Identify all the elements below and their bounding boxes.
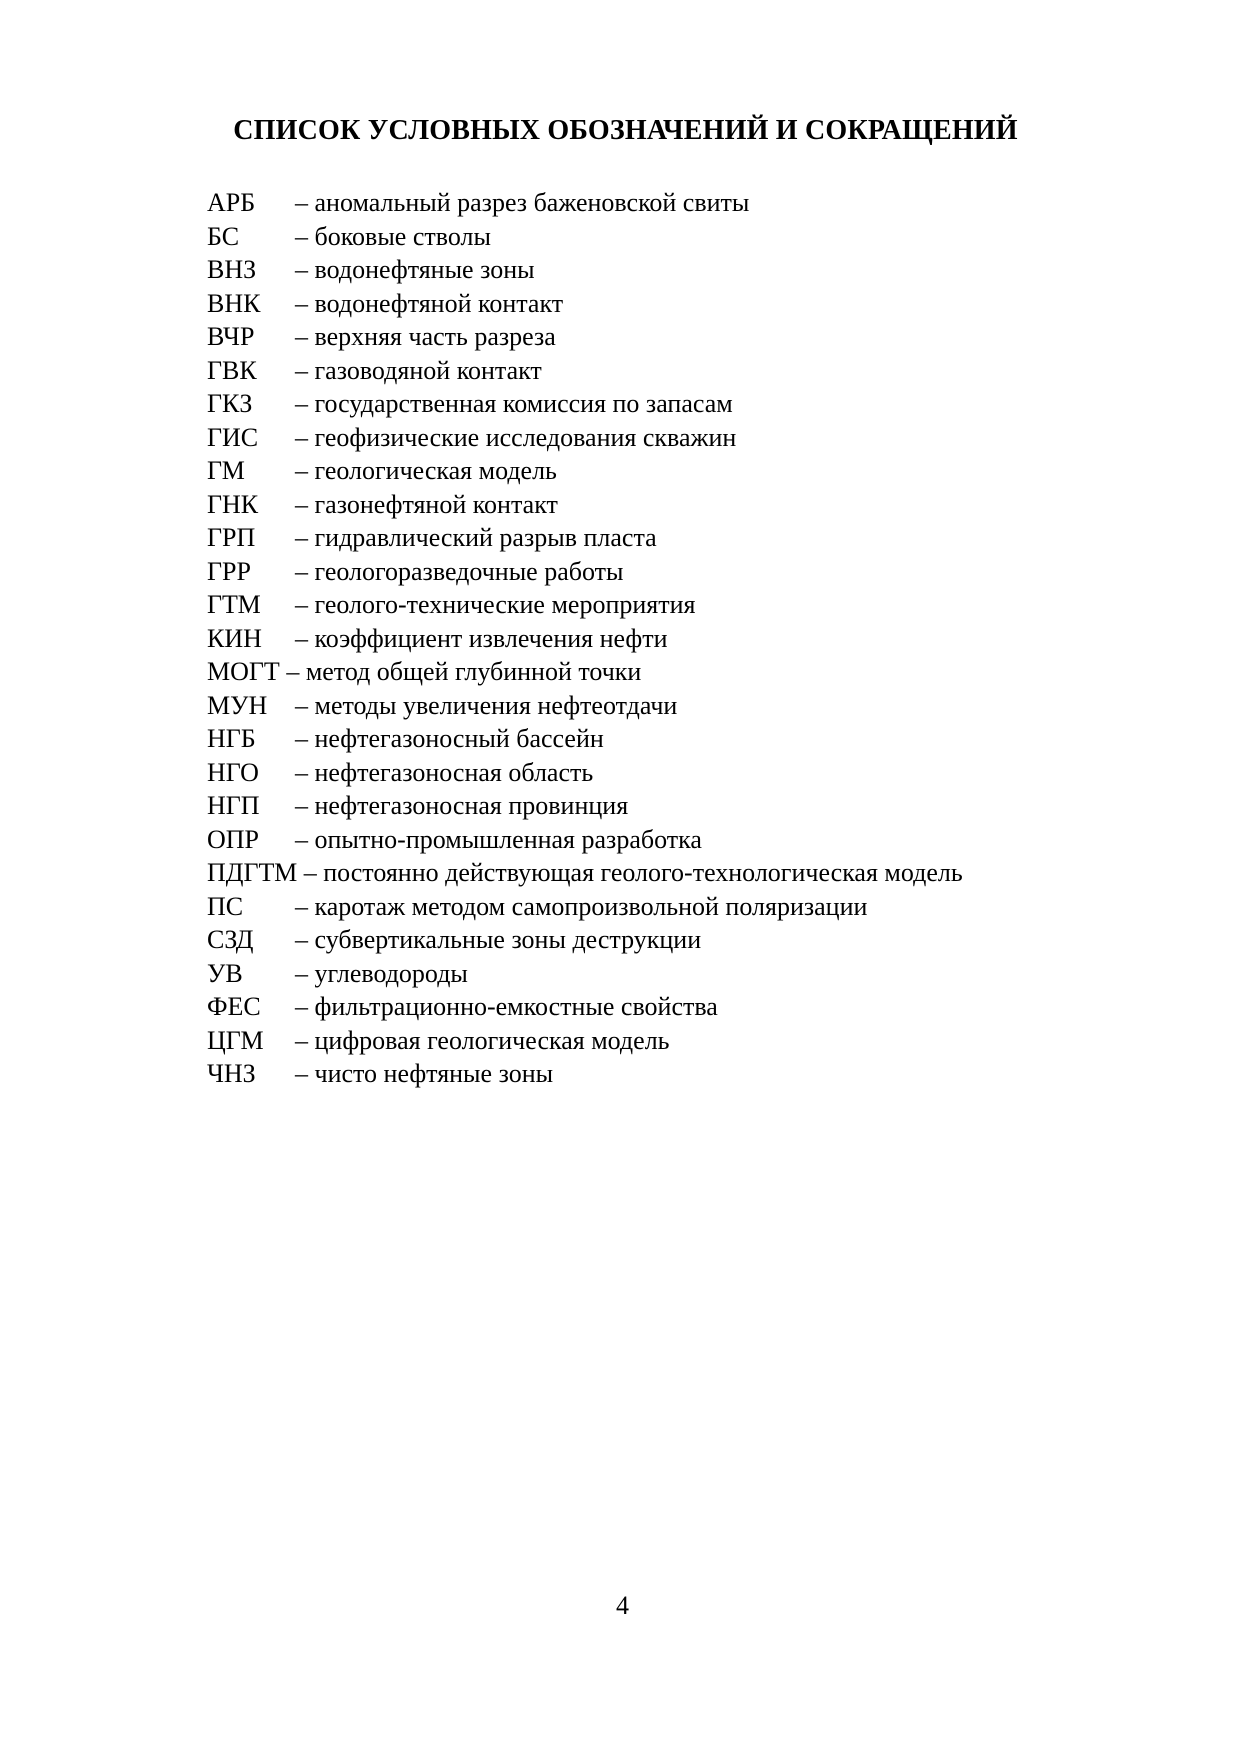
abbreviation-term: ГМ xyxy=(207,456,245,485)
list-item xyxy=(207,588,963,622)
abbreviation-description: – методы увеличения нефтеотдачи xyxy=(295,690,678,720)
list-item xyxy=(207,555,963,589)
list-item xyxy=(207,287,963,321)
abbreviation-term: ГРП xyxy=(207,523,256,552)
abbreviation-description: – нефтегазоносная область xyxy=(295,757,594,787)
list-item xyxy=(207,990,963,1024)
abbreviation-list xyxy=(207,186,963,1091)
abbreviation-description: – опытно-промышленная разработка xyxy=(295,824,702,854)
list-item xyxy=(207,521,963,555)
list-item xyxy=(207,655,963,689)
abbreviation-description: – газонефтяной контакт xyxy=(295,489,558,519)
abbreviation-description: – водонефтяные зоны xyxy=(295,255,535,284)
abbreviation-description: – аномальный разрез баженовской свиты xyxy=(295,188,750,217)
abbreviation-term: НГП xyxy=(207,791,260,820)
abbreviation-term: ГВК xyxy=(207,355,257,385)
abbreviation-description: – газоводяной контакт xyxy=(295,355,542,385)
abbreviation-term: ФЕС xyxy=(207,992,261,1021)
list-item xyxy=(207,689,963,723)
list-item xyxy=(207,756,963,790)
abbreviation-description: – постоянно действующая геолого-технологическая модель xyxy=(303,858,963,887)
abbreviation-description: – коэффициент извлечения нефти xyxy=(295,623,668,653)
list-item xyxy=(207,253,963,287)
abbreviation-description: – верхняя часть разреза xyxy=(295,322,556,351)
abbreviation-description: – боковые стволы xyxy=(295,221,491,251)
page-number: 4 xyxy=(616,1591,629,1620)
abbreviation-term: БС xyxy=(207,221,240,251)
list-item xyxy=(207,890,963,924)
abbreviation-term: СЗД xyxy=(207,925,254,954)
abbreviation-description: – геологоразведочные работы xyxy=(295,556,624,586)
abbreviation-term: ГНК xyxy=(207,489,259,519)
abbreviation-description: – чисто нефтяные зоны xyxy=(295,1059,554,1088)
abbreviation-description: – цифровая геологическая модель xyxy=(295,1025,670,1055)
abbreviation-term: УВ xyxy=(207,958,243,988)
list-item xyxy=(207,421,963,455)
abbreviation-term: НГБ xyxy=(207,724,256,753)
page-title: СПИСОК УСЛОВНЫХ ОБОЗНАЧЕНИЙ И СОКРАЩЕНИЙ xyxy=(233,115,1018,146)
abbreviation-description: – гидравлический разрыв пласта xyxy=(295,523,657,552)
list-item xyxy=(207,722,963,756)
abbreviation-term: ЧНЗ xyxy=(207,1059,256,1088)
abbreviation-term: ВНЗ xyxy=(207,255,257,284)
list-item xyxy=(207,957,963,991)
list-item xyxy=(207,354,963,388)
list-item xyxy=(207,220,963,254)
abbreviation-description: – метод общей глубинной точки xyxy=(286,657,642,686)
list-item xyxy=(207,923,963,957)
abbreviation-term: КИН xyxy=(207,623,262,653)
abbreviation-term: ГИС xyxy=(207,422,259,452)
abbreviation-description: – водонефтяной контакт xyxy=(295,288,564,318)
abbreviation-description: – геологическая модель xyxy=(295,456,557,485)
abbreviation-description: – нефтегазоносный бассейн xyxy=(295,724,604,753)
abbreviation-term: ГРР xyxy=(207,556,251,586)
abbreviation-description: – нефтегазоносная провинция xyxy=(295,791,629,820)
abbreviation-term: ЦГМ xyxy=(207,1025,264,1055)
list-item xyxy=(207,387,963,421)
abbreviation-term: МУН xyxy=(207,690,268,720)
abbreviation-term: ГКЗ xyxy=(207,389,253,418)
list-item xyxy=(207,789,963,823)
abbreviation-term: ВНК xyxy=(207,288,261,318)
list-item xyxy=(207,454,963,488)
abbreviation-description: – каротаж методом самопроизвольной поляризации xyxy=(295,891,868,921)
list-item xyxy=(207,1057,963,1091)
abbreviation-term: ВЧР xyxy=(207,322,255,351)
abbreviation-term: ГТМ xyxy=(207,590,261,619)
abbreviation-description: – геолого-технические мероприятия xyxy=(295,590,696,619)
abbreviation-description: – фильтрационно-емкостные свойства xyxy=(295,992,718,1021)
list-item xyxy=(207,186,963,220)
abbreviation-term: ПДГТМ xyxy=(207,858,298,887)
abbreviation-description: – государственная комиссия по запасам xyxy=(295,389,733,418)
list-item xyxy=(207,488,963,522)
list-item xyxy=(207,1024,963,1058)
abbreviation-term: НГО xyxy=(207,757,259,787)
list-item xyxy=(207,823,963,857)
abbreviation-description: – геофизические исследования скважин xyxy=(295,422,737,452)
abbreviation-term: АРБ xyxy=(207,188,256,217)
abbreviation-term: ПС xyxy=(207,891,244,921)
list-item xyxy=(207,622,963,656)
abbreviation-term: МОГТ xyxy=(207,657,280,686)
abbreviation-description: – субвертикальные зоны деструкции xyxy=(295,925,702,954)
abbreviation-term: ОПР xyxy=(207,824,260,854)
list-item xyxy=(207,320,963,354)
list-item xyxy=(207,856,963,890)
abbreviation-description: – углеводороды xyxy=(295,958,468,988)
